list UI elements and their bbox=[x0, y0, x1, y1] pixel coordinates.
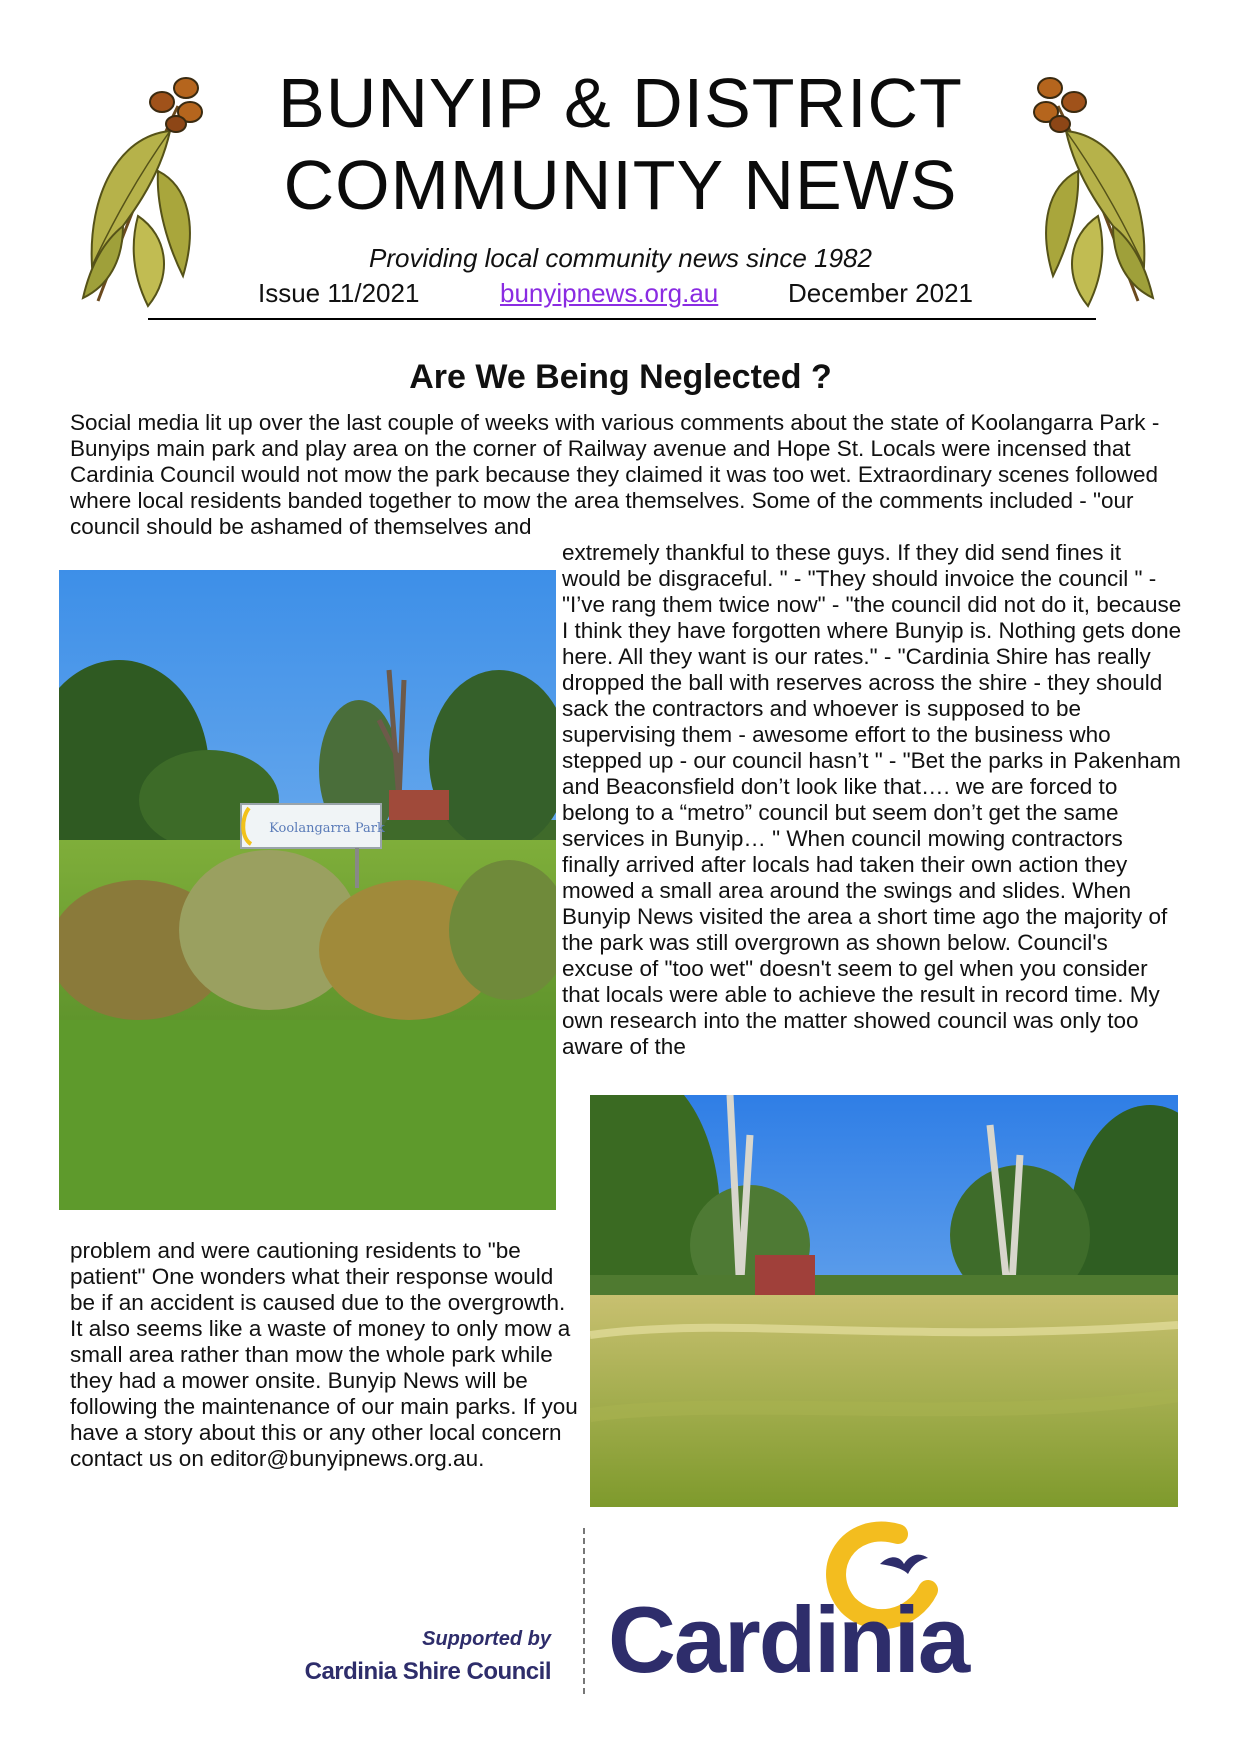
website-link[interactable]: bunyipnews.org.au bbox=[500, 278, 719, 308]
masthead-title-line1: BUNYIP & DISTRICT bbox=[278, 64, 963, 142]
issue-date: December 2021 bbox=[788, 278, 973, 308]
photo-koolangarra-park-sign bbox=[59, 570, 556, 1210]
article-column-right: extremely thankful to these guys. If they did send fines it would be disgraceful. " - "They should invoice the council " - "I’ve rang them twice now" - "the council did not do it, because I think they have forgotten where Bunyip is. Nothing gets done here. All they want is our rates." - "Cardinia Shire has really dropped the ball with reserves across the shire - they should sack the contractors and whoever is supposed to be supervising them - awesome effort to the business who stepped up - our council hasn’t " - "Bet the parks in Pakenham and Beaconsfield don’t look like that…. we are forced to belong to a “metro” council but seem don’t get the same services in Bunyip… " When council mowing contractors finally arrived after locals had taken their own action they mowed a small area around the swings and slides. When Bunyip News visited the area a short time ago the majority of the park was still overgrown as shown below. Council's excuse of "too wet" doesn't seem to gel when you consider that locals were able to achieve the result in record time. My own research into the matter showed council was only too aware of the bbox=[562, 540, 1182, 1059]
tagline: Providing local community news since 1982 bbox=[369, 243, 872, 273]
footer-divider bbox=[583, 1528, 585, 1694]
masthead-title-line2: COMMUNITY NEWS bbox=[283, 146, 958, 224]
article-intro: Social media lit up over the last couple of weeks with various comments about the state of Koolangarra Park - Bunyips main park and play area on the corner of Railway avenue and Hope St. Locals were incensed that Cardinia Council would not mow the park because they claimed it was too wet. Extraordinary scenes followed where local residents banded together to mow the area themselves. Some of the comments included - "our council should be ashamed of themselves and bbox=[70, 410, 1160, 539]
supported-by-label: Supported by bbox=[422, 1628, 551, 1650]
article-headline: Are We Being Neglected ? bbox=[409, 358, 832, 396]
masthead-divider bbox=[148, 318, 1096, 320]
cardinia-logo-text: Cardinia bbox=[608, 1587, 969, 1692]
masthead-title bbox=[0, 62, 1241, 226]
issue-number: Issue 11/2021 bbox=[258, 278, 420, 308]
photo-overgrown-park bbox=[590, 1095, 1178, 1507]
article-column-left-bottom: problem and were cautioning residents to "be patient" One wonders what their response would be if an accident is caused due to the overgrowth. It also seems like a waste of money to only mow a small area rather than mow the whole park while they had a mower onsite. Bunyip News will be following the maintenance of our main parks. If you have a story about this or any other local concern contact us on editor@bunyipnews.org.au. bbox=[70, 1238, 578, 1471]
council-name: Cardinia Shire Council bbox=[304, 1658, 551, 1685]
photo-sign-text: Koolangarra Park bbox=[269, 821, 385, 836]
